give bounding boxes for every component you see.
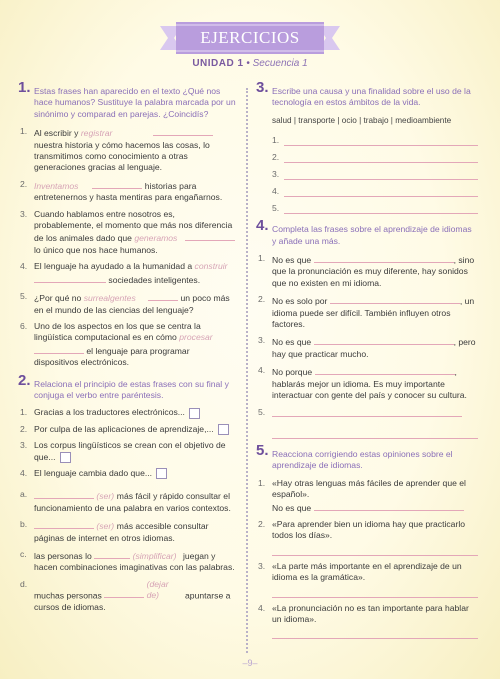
answer-checkbox[interactable] <box>189 408 200 419</box>
answer-blank[interactable]: construir <box>194 261 228 272</box>
item-text: juegan y hacen combinaciones imaginativas con las palabras. <box>34 551 235 573</box>
answer-blank[interactable]: Inventamos <box>34 180 79 191</box>
page-number-dash: – <box>252 658 258 668</box>
item-number: 3. <box>258 560 266 571</box>
ending-item <box>18 489 236 514</box>
unit-name: UNIDAD 1 <box>192 58 244 69</box>
exercise-5 <box>256 441 478 639</box>
answer-blank[interactable]: registrar <box>80 128 113 139</box>
item-number: 2. <box>258 294 266 305</box>
list-item <box>256 519 478 556</box>
exercise-number: 5. <box>256 441 269 459</box>
answer-line[interactable] <box>284 168 478 180</box>
list-item: 2. No es solo por , un idioma puede ser difícil. También influyen otros factores. <box>258 294 475 330</box>
ending-item <box>18 519 236 544</box>
answer-line[interactable] <box>104 588 144 598</box>
item-number: 1. <box>20 407 28 418</box>
item-letter: a. <box>20 489 28 500</box>
item-text: hablarás mejor un idioma. Es muy importante interactuar con gente del país y conocer su cultura. <box>272 378 467 401</box>
item-text: nuestra historia y cómo hacemos las cosas, lo transmitimos como conocimiento a otras generaciones gracias al lenguaje. <box>34 139 210 173</box>
answer-row <box>256 134 478 146</box>
item-text: Gracias a los traductores electrónicos... <box>34 407 185 418</box>
item-letter: d. <box>20 578 28 589</box>
item-number: 1. <box>258 253 266 264</box>
item-number: 2. <box>20 423 28 434</box>
exercise-header <box>256 441 478 472</box>
answer-line[interactable] <box>185 231 235 241</box>
answer-line[interactable] <box>34 344 84 354</box>
item-text: un idioma puede ser difícil. También influyen otros factores. <box>272 296 475 330</box>
answer-line[interactable] <box>34 273 106 283</box>
item-text: las personas lo <box>34 551 92 561</box>
list-item <box>18 291 236 316</box>
item-text: Cuando hablamos entre nosotros es, probablemente, el momento que más nos diferencia de los animales dado que <box>34 208 233 244</box>
row-number: 1. <box>272 134 280 145</box>
answer-line[interactable] <box>314 253 454 263</box>
answer-blank[interactable]: (dejar de) <box>146 578 169 601</box>
list-item <box>256 478 478 514</box>
item-number: 5. <box>258 406 266 417</box>
item-text: ¿Por qué no <box>34 293 82 304</box>
list-item <box>18 261 236 286</box>
list-item <box>18 424 236 435</box>
item-text: El lenguaje cambia dado que... <box>34 467 153 478</box>
column-divider <box>246 88 248 653</box>
item-letter: b. <box>20 519 28 530</box>
opinion-quote: «La parte más importante en el aprendizaje de un idioma es la gramática». <box>272 560 462 583</box>
item-number: 3. <box>20 208 28 219</box>
item-text: Al escribir y <box>34 128 79 139</box>
exercise-3 <box>256 79 478 214</box>
exercise-number: 4. <box>256 217 269 235</box>
ending-item <box>18 579 236 613</box>
page-title: EJERCICIOS <box>200 28 300 47</box>
item-text: más accesible consultar páginas de internet en otros idiomas. <box>34 521 209 543</box>
item-text: No es solo por <box>272 296 328 307</box>
list-item <box>256 561 478 598</box>
page-header <box>0 0 500 70</box>
opinion-quote: «La pronunciación no es tan importante para hablar un idioma». <box>272 602 469 624</box>
list-item <box>18 468 236 479</box>
item-text: un poco más en el mundo de las ciencias del lenguaje? <box>34 293 230 315</box>
answer-blank[interactable]: (ser) <box>96 491 115 502</box>
list-item <box>18 126 236 174</box>
exercise-1 <box>18 79 236 369</box>
answer-line[interactable] <box>272 425 478 439</box>
answer-line[interactable] <box>272 407 462 417</box>
answer-line[interactable] <box>92 179 142 189</box>
page-number <box>0 658 500 668</box>
item-text: lo único que nos hace humanos. <box>34 244 158 255</box>
item-text: No porque <box>272 367 313 378</box>
list-item <box>18 179 236 204</box>
list-item: 4. No porque , hablarás mejor un idioma. Es muy importante interactuar con gente del país y conocer su cultura. <box>258 365 467 401</box>
item-text: No es que <box>272 337 312 348</box>
item-number: 6. <box>20 320 28 331</box>
list-item <box>256 407 478 420</box>
exercise-instructions: Estas frases han aparecido en el texto ¿Qué nos hace humanos? Sustituye la palabra marcada por un sinónimo y comparad en parejas. ¿Coincidís? <box>34 86 236 119</box>
answer-line[interactable] <box>94 549 130 559</box>
exercise-instructions: Escribe una causa y una finalidad sobre el uso de la tecnología en estos ámbitos de la vida. <box>272 86 471 108</box>
list-item <box>256 603 478 640</box>
list-item <box>18 407 236 418</box>
item-text: El lenguaje ha ayudado a la humanidad a <box>34 261 193 272</box>
item-text: Los corpus lingüísticos se crean con el objetivo de que... <box>34 440 226 462</box>
exercise-number: 1. <box>18 79 31 96</box>
answer-line[interactable] <box>314 335 454 345</box>
row-number: 3. <box>272 168 280 179</box>
list-item <box>18 321 236 369</box>
item-text: No es que <box>272 255 312 266</box>
list-item: 3. No es que , pero hay que practicar mucho. <box>258 335 476 359</box>
exercise-header <box>18 79 236 120</box>
item-text: pero hay que practicar mucho. <box>272 337 476 359</box>
item-text: apuntarse a cursos de idiomas. <box>34 590 231 612</box>
item-number: 4. <box>258 602 266 613</box>
answer-line[interactable] <box>315 365 455 375</box>
opinion-quote: «Hay otras lenguas más fáciles de aprender que el español». <box>272 477 466 500</box>
exercise-number: 3. <box>256 79 269 96</box>
answer-line[interactable] <box>284 134 478 146</box>
word-bank: salud | transporte | ocio | trabajo | medioambiente <box>272 115 452 125</box>
item-number: 3. <box>258 335 266 346</box>
row-number: 4. <box>272 185 280 196</box>
answer-row <box>256 185 478 197</box>
answer-line[interactable] <box>272 542 478 556</box>
answer-line[interactable] <box>284 202 478 214</box>
answer-row <box>256 202 478 214</box>
exercise-4 <box>256 217 478 439</box>
row-number: 2. <box>272 151 280 162</box>
item-text: sociedades inteligentes. <box>108 274 201 285</box>
answer-checkbox[interactable] <box>218 424 229 435</box>
ending-item <box>18 549 236 574</box>
answer-line[interactable] <box>272 584 478 598</box>
item-number: 1. <box>20 126 28 137</box>
exercise-instructions: Reacciona corrigiendo estas opiniones sobre el aprendizaje de idiomas. <box>272 448 453 471</box>
exercise-2 <box>18 371 236 614</box>
item-number: 3. <box>20 440 28 451</box>
exercise-instructions: Relaciona el principio de estas frases con su final y conjuga el verbo entre paréntesis. <box>34 378 229 400</box>
item-number: 4. <box>20 261 28 272</box>
item-number: 5. <box>20 291 28 302</box>
exercise-instructions: Completa las frases sobre el aprendizaje de idiomas y añade una más. <box>272 224 472 246</box>
answer-row <box>256 168 478 180</box>
answer-line[interactable] <box>34 519 94 529</box>
answer-line[interactable] <box>148 291 178 301</box>
left-column <box>18 79 236 619</box>
page-number-value: 9 <box>247 658 253 668</box>
item-text: historias para entretenernos y hasta mentiras para engañarnos. <box>34 180 223 203</box>
answer-line[interactable] <box>272 625 478 639</box>
answer-checkbox[interactable] <box>60 452 71 463</box>
item-number: 1. <box>258 477 266 488</box>
list-item <box>18 440 236 463</box>
list-item <box>18 209 236 257</box>
answer-blank[interactable]: surrealgentes <box>83 293 136 304</box>
answer-blank[interactable]: procesar <box>179 332 213 343</box>
item-text: el lenguaje para programar dispositivos electrónicos. <box>34 345 190 368</box>
answer-blank[interactable]: (simplificar) <box>132 551 177 561</box>
answer-line[interactable] <box>284 151 478 163</box>
answer-line[interactable] <box>153 126 213 136</box>
item-text: Uno de los aspectos en los que se centra la lingüística computacional es en cómo <box>34 320 201 343</box>
item-text: Por culpa de las aplicaciones de aprendizaje,... <box>34 423 214 434</box>
exercise-header <box>256 217 478 247</box>
answer-starter: No es que <box>272 502 312 513</box>
exercise-number: 2. <box>18 371 31 389</box>
answer-checkbox[interactable] <box>156 468 167 479</box>
item-text: muchas personas <box>34 590 102 601</box>
answer-row <box>256 151 478 163</box>
answer-line[interactable] <box>330 294 460 304</box>
unit-label <box>0 58 500 69</box>
item-number: 4. <box>258 365 266 376</box>
item-number: 2. <box>20 178 28 189</box>
item-text: más fácil y rápido consultar el funcionamiento de una palabra en varios contextos. <box>34 491 231 513</box>
answer-blank[interactable]: (ser) <box>96 521 115 532</box>
right-column <box>256 79 478 645</box>
exercise-header <box>18 371 236 402</box>
item-letter: c. <box>20 549 27 559</box>
row-number: 5. <box>272 202 280 213</box>
item-text: sino que la pronunciación es muy diferente, hay sonidos que no existen en mi idioma. <box>272 255 475 288</box>
item-number: 4. <box>20 467 28 478</box>
answer-line[interactable] <box>284 185 478 197</box>
opinion-quote: «Para aprender bien un idioma hay que practicarlo todos los días». <box>272 518 466 541</box>
answer-line[interactable] <box>34 489 94 499</box>
list-item: 1. No es que , sino que la pronunciación es muy diferente, hay sonidos que no existen en mi idioma. <box>258 253 475 288</box>
answer-line[interactable] <box>314 501 464 511</box>
answer-blank[interactable]: generamos <box>134 233 178 244</box>
exercise-header <box>256 79 478 109</box>
item-number: 2. <box>258 518 266 529</box>
sequence-name: Secuencia 1 <box>252 58 308 69</box>
page-number-dash: – <box>242 658 248 668</box>
bullet-separator: • <box>246 58 253 69</box>
